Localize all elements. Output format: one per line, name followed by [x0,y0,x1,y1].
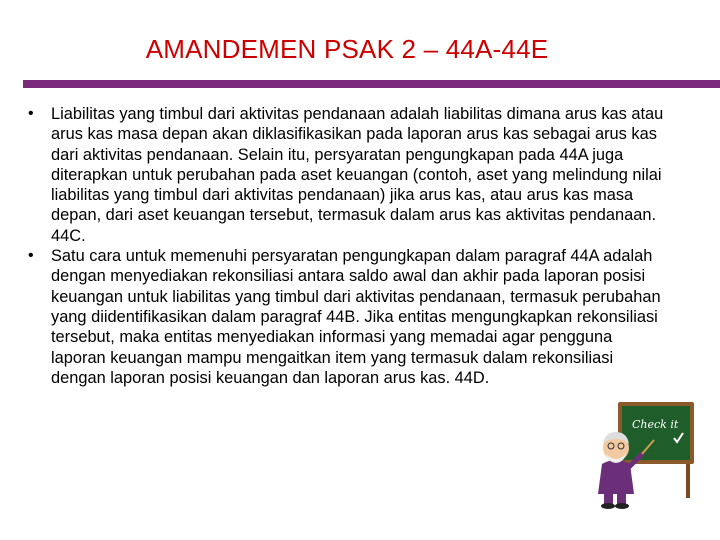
bullet-marker: • [28,247,34,265]
teacher-shoe [615,503,629,509]
bullet-text: Satu cara untuk memenuhi persyaratan pengungkapan dalam paragraf 44A adalah dengan menyediakan rekonsiliasi antara saldo awal dan akhir pada laporan posisi keuangan untuk liabilitas yang timbul dari aktivitas pendanaan, termasuk perubahan yang diidentifikasikan dalam paragraf 44B. Jika entitas mengungkapkan rekonsiliasi tersebut, maka entitas menyediakan informasi yang memadai agar pengguna laporan keuangan mampu mengaitkan item yang termasuk dalam rekonsiliasi dengan laporan posisi keuangan dan laporan arus kas. 44D. [51,247,661,387]
bullet-marker: • [28,105,34,122]
chalkboard [622,406,690,460]
bullet-list [28,104,668,388]
bullet-text: Liabilitas yang timbul dari aktivitas pendanaan adalah liabilitas dimana arus kas atau arus kas masa depan akan diklasifikasikan pada laporan arus kas sebagai arus kas dari aktivitas pendanaan. Selain itu, persyaratan pengungkapan pada 44A juga diterapkan untuk perubahan pada aset keuangan (contoh, aset yang melindung nilai liabilitas yang timbul dari aktivitas pendanaan) jika arus kas, atau arus kas masa depan, dari aset keuangan tersebut, termasuk dalam arus kas aktivitas pendanaan. 44C. [51,105,664,245]
bullet-item [28,246,668,388]
teacher-shoe [601,503,615,509]
bullet-item [28,104,668,246]
chalkboard-text: Check it [632,418,679,431]
teacher-chalkboard-icon [588,398,700,510]
slide-title: AMANDEMEN PSAK 2 – 44A-44E [145,34,549,64]
title-divider [23,80,720,88]
